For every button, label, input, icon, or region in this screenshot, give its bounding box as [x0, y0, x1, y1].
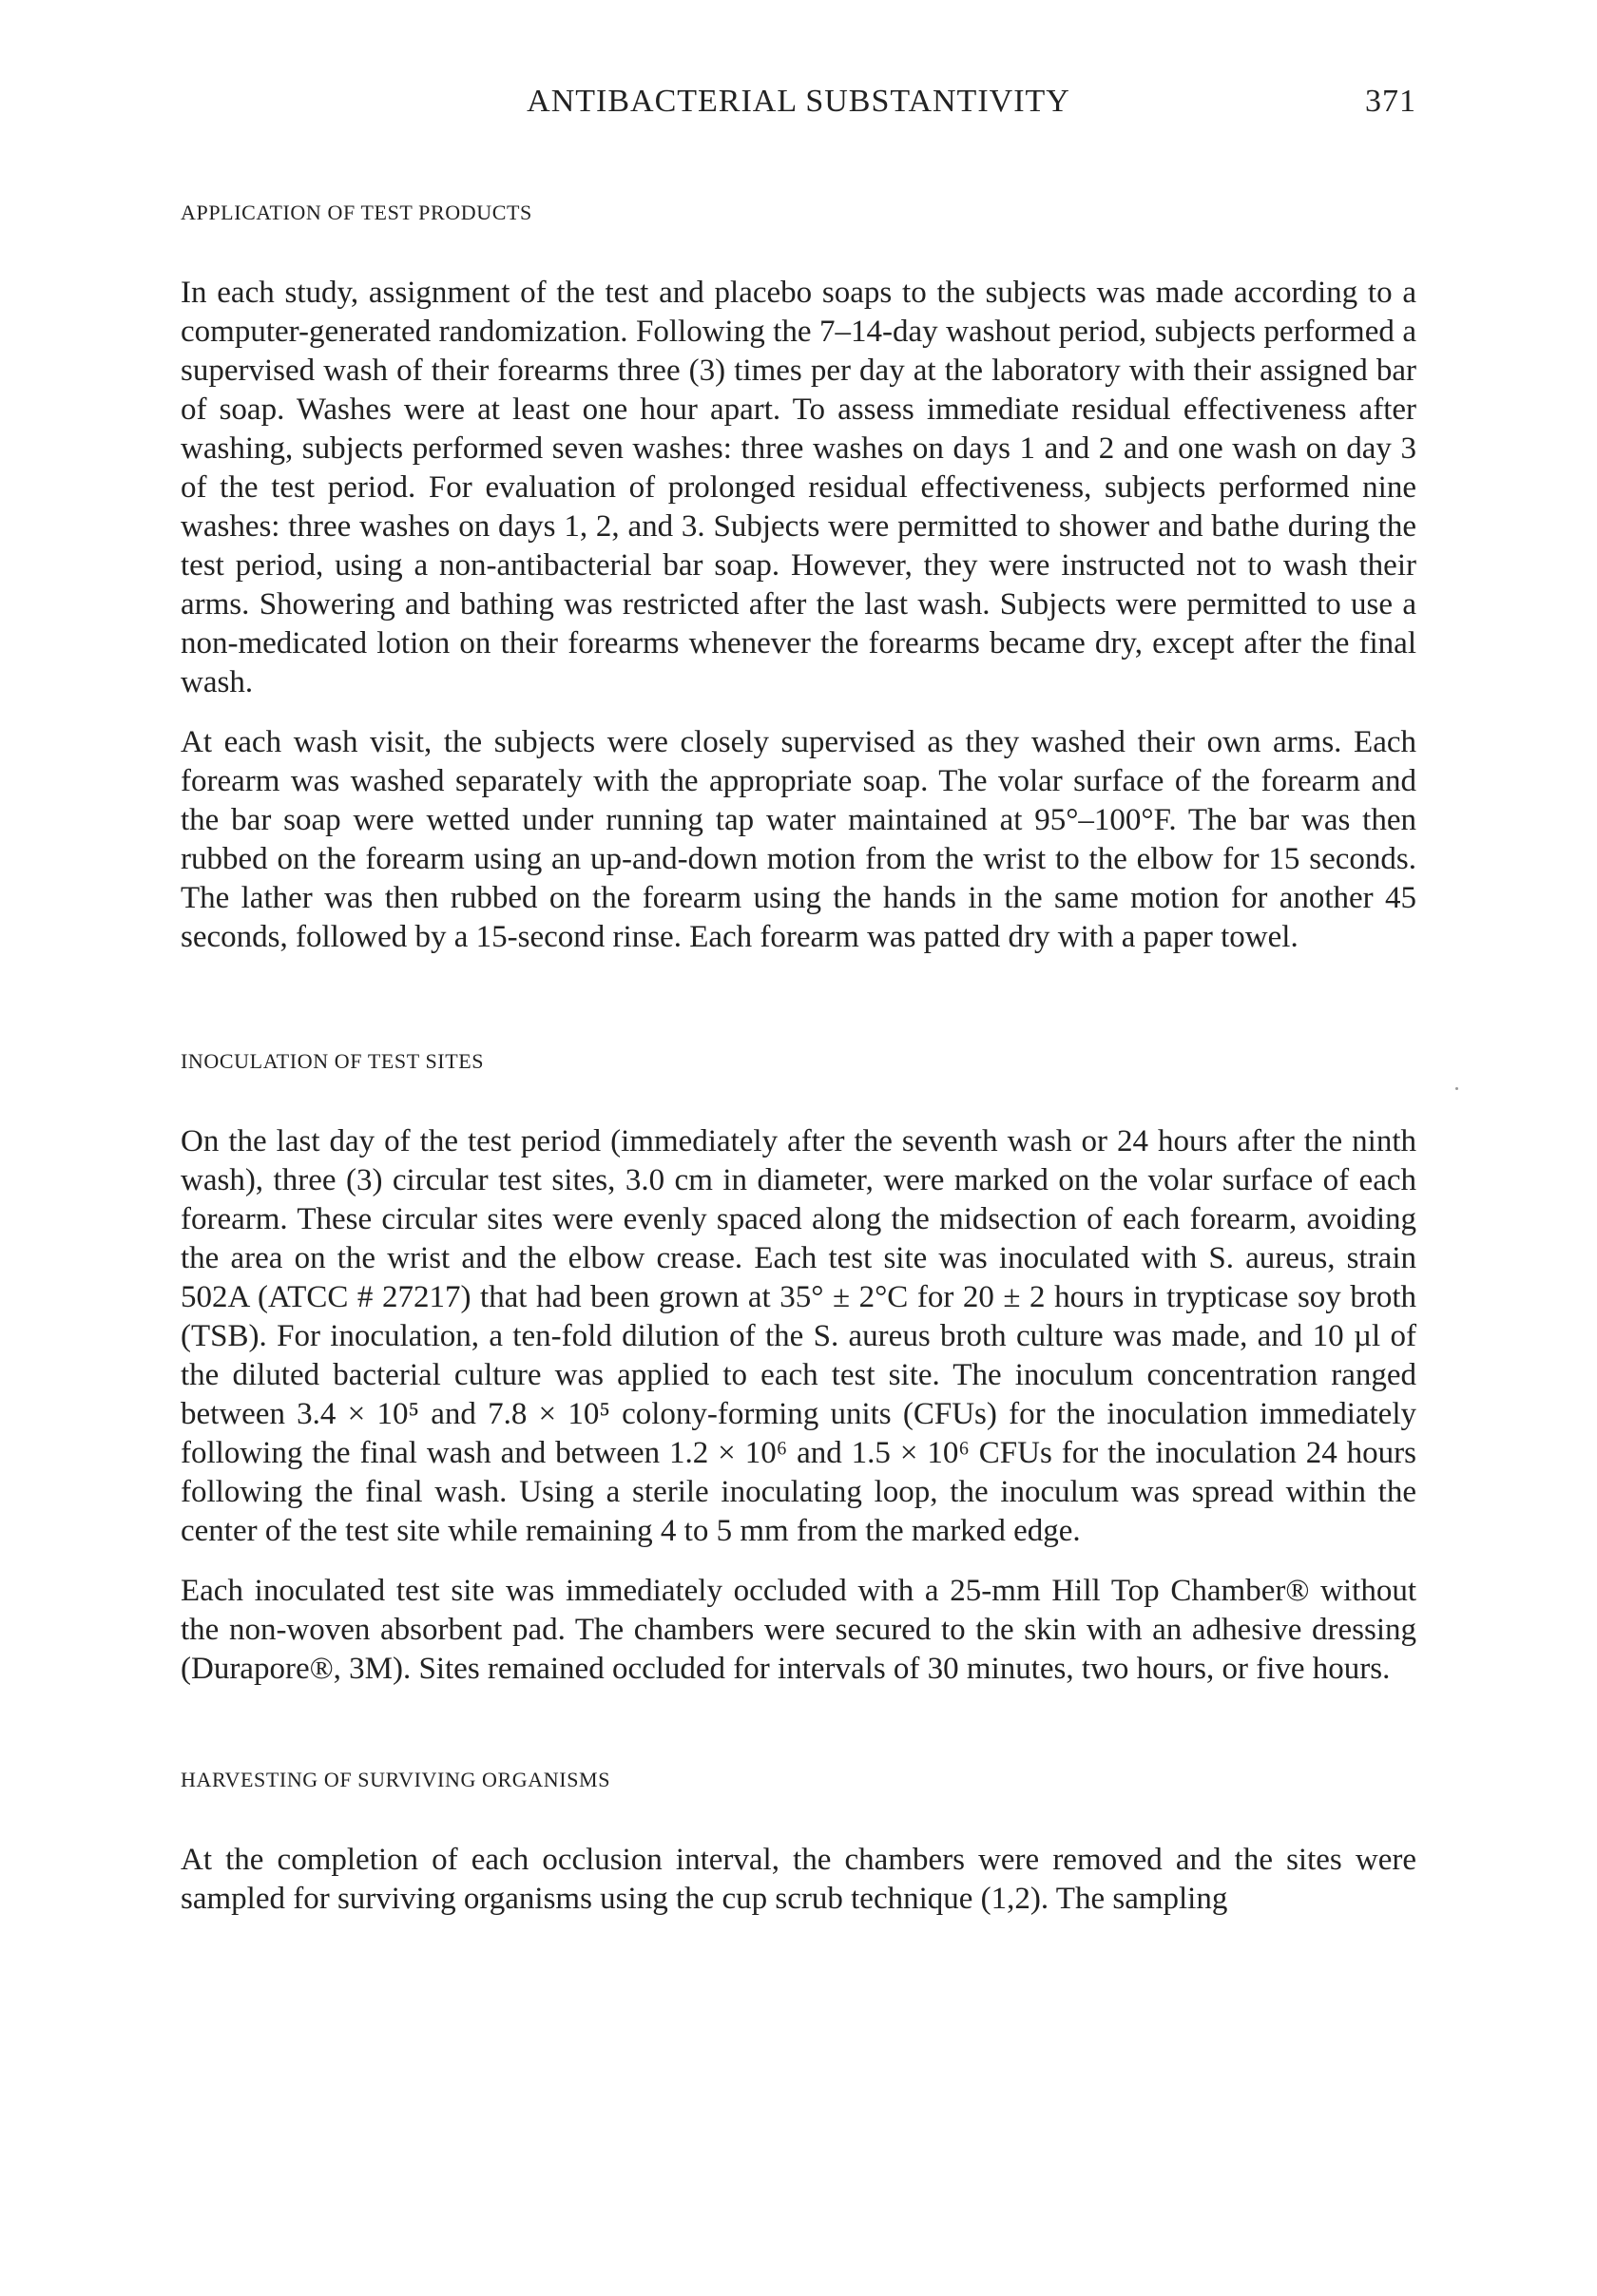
page-number: 371: [1365, 84, 1416, 119]
section-inoculation: [181, 1048, 1416, 1689]
running-title: ANTIBACTERIAL SUBSTANTIVITY: [527, 84, 1070, 119]
paragraph: Each inoculated test site was immediately occluded with a 25-mm Hill Top Chamber® without the non-woven absorbent pad. The chambers were secured to the skin with an adhesive dressing (Durapore®, 3M). Sites remained occluded for intervals of 30 minutes, two hours, or five hours.: [181, 1574, 1416, 1686]
section-heading: INOCULATION OF TEST SITES: [181, 1049, 485, 1073]
article-body: [181, 200, 1416, 1940]
section-application: [181, 200, 1416, 957]
paragraph: On the last day of the test period (immediately after the seventh wash or 24 hours after the ninth wash), three (3) circular test sites, 3.0 cm in diameter, were marked on the volar surface of each forearm. These circular sites were evenly spaced along the midsection of each forearm, avoiding the area on the wrist and the elbow crease. Each test site was inoculated with S. aureus, strain 502A (ATCC # 27217) that had been grown at 35° ± 2°C for 20 ± 2 hours in trypticase soy broth (TSB). For inoculation, a ten-fold dilution of the S. aureus broth culture was made, and 10 µl of the diluted bacterial culture was applied to each test site. The inoculum concentration ranged between 3.4 × 10⁵ and 7.8 × 10⁵ colony-forming units (CFUs) for the inoculation immediately following the final wash and between 1.2 × 10⁶ and 1.5 × 10⁶ CFUs for the inoculation 24 hours following the final wash. Using a sterile inoculating loop, the inoculum was spread within the center of the test site while remaining 4 to 5 mm from the marked edge.: [181, 1124, 1416, 1548]
paragraph: At each wash visit, the subjects were closely supervised as they washed their own arms. Each forearm was washed separately with the appropriate soap. The volar surface of the forearm and the bar soap were wetted under running tap water maintained at 95°–100°F. The bar was then rubbed on the forearm using an up-and-down motion from the wrist to the elbow for 15 seconds. The lather was then rubbed on the forearm using the hands in the same motion for another 45 seconds, followed by a 15-second rinse. Each forearm was patted dry with a paper towel.: [181, 725, 1416, 954]
section-heading: APPLICATION OF TEST PRODUCTS: [181, 201, 532, 224]
paragraph: In each study, assignment of the test and placebo soaps to the subjects was made according to a computer-generated randomization. Following the 7–14-day washout period, subjects performed a supervised wash of their forearms three (3) times per day at the laboratory with their assigned bar of soap. Washes were at least one hour apart. To assess immediate residual effectiveness after washing, subjects performed seven washes: three washes on days 1 and 2 and one wash on day 3 of the test period. For evaluation of prolonged residual effectiveness, subjects performed nine washes: three washes on days 1, 2, and 3. Subjects were permitted to shower and bathe during the test period, using a non-antibacterial bar soap. However, they were instructed not to wash their arms. Showering and bathing was restricted after the last wash. Subjects were permitted to use a non-medicated lotion on their forearms whenever the forearms became dry, except after the final wash.: [181, 276, 1416, 699]
paragraph: At the completion of each occlusion interval, the chambers were removed and the sites were sampled for surviving organisms using the cup scrub technique (1,2). The sampling: [181, 1843, 1416, 1916]
running-head: [181, 84, 1416, 131]
section-harvesting: [181, 1767, 1416, 1919]
scan-speck: [1455, 1087, 1458, 1090]
section-heading: HARVESTING OF SURVIVING ORGANISMS: [181, 1768, 611, 1791]
